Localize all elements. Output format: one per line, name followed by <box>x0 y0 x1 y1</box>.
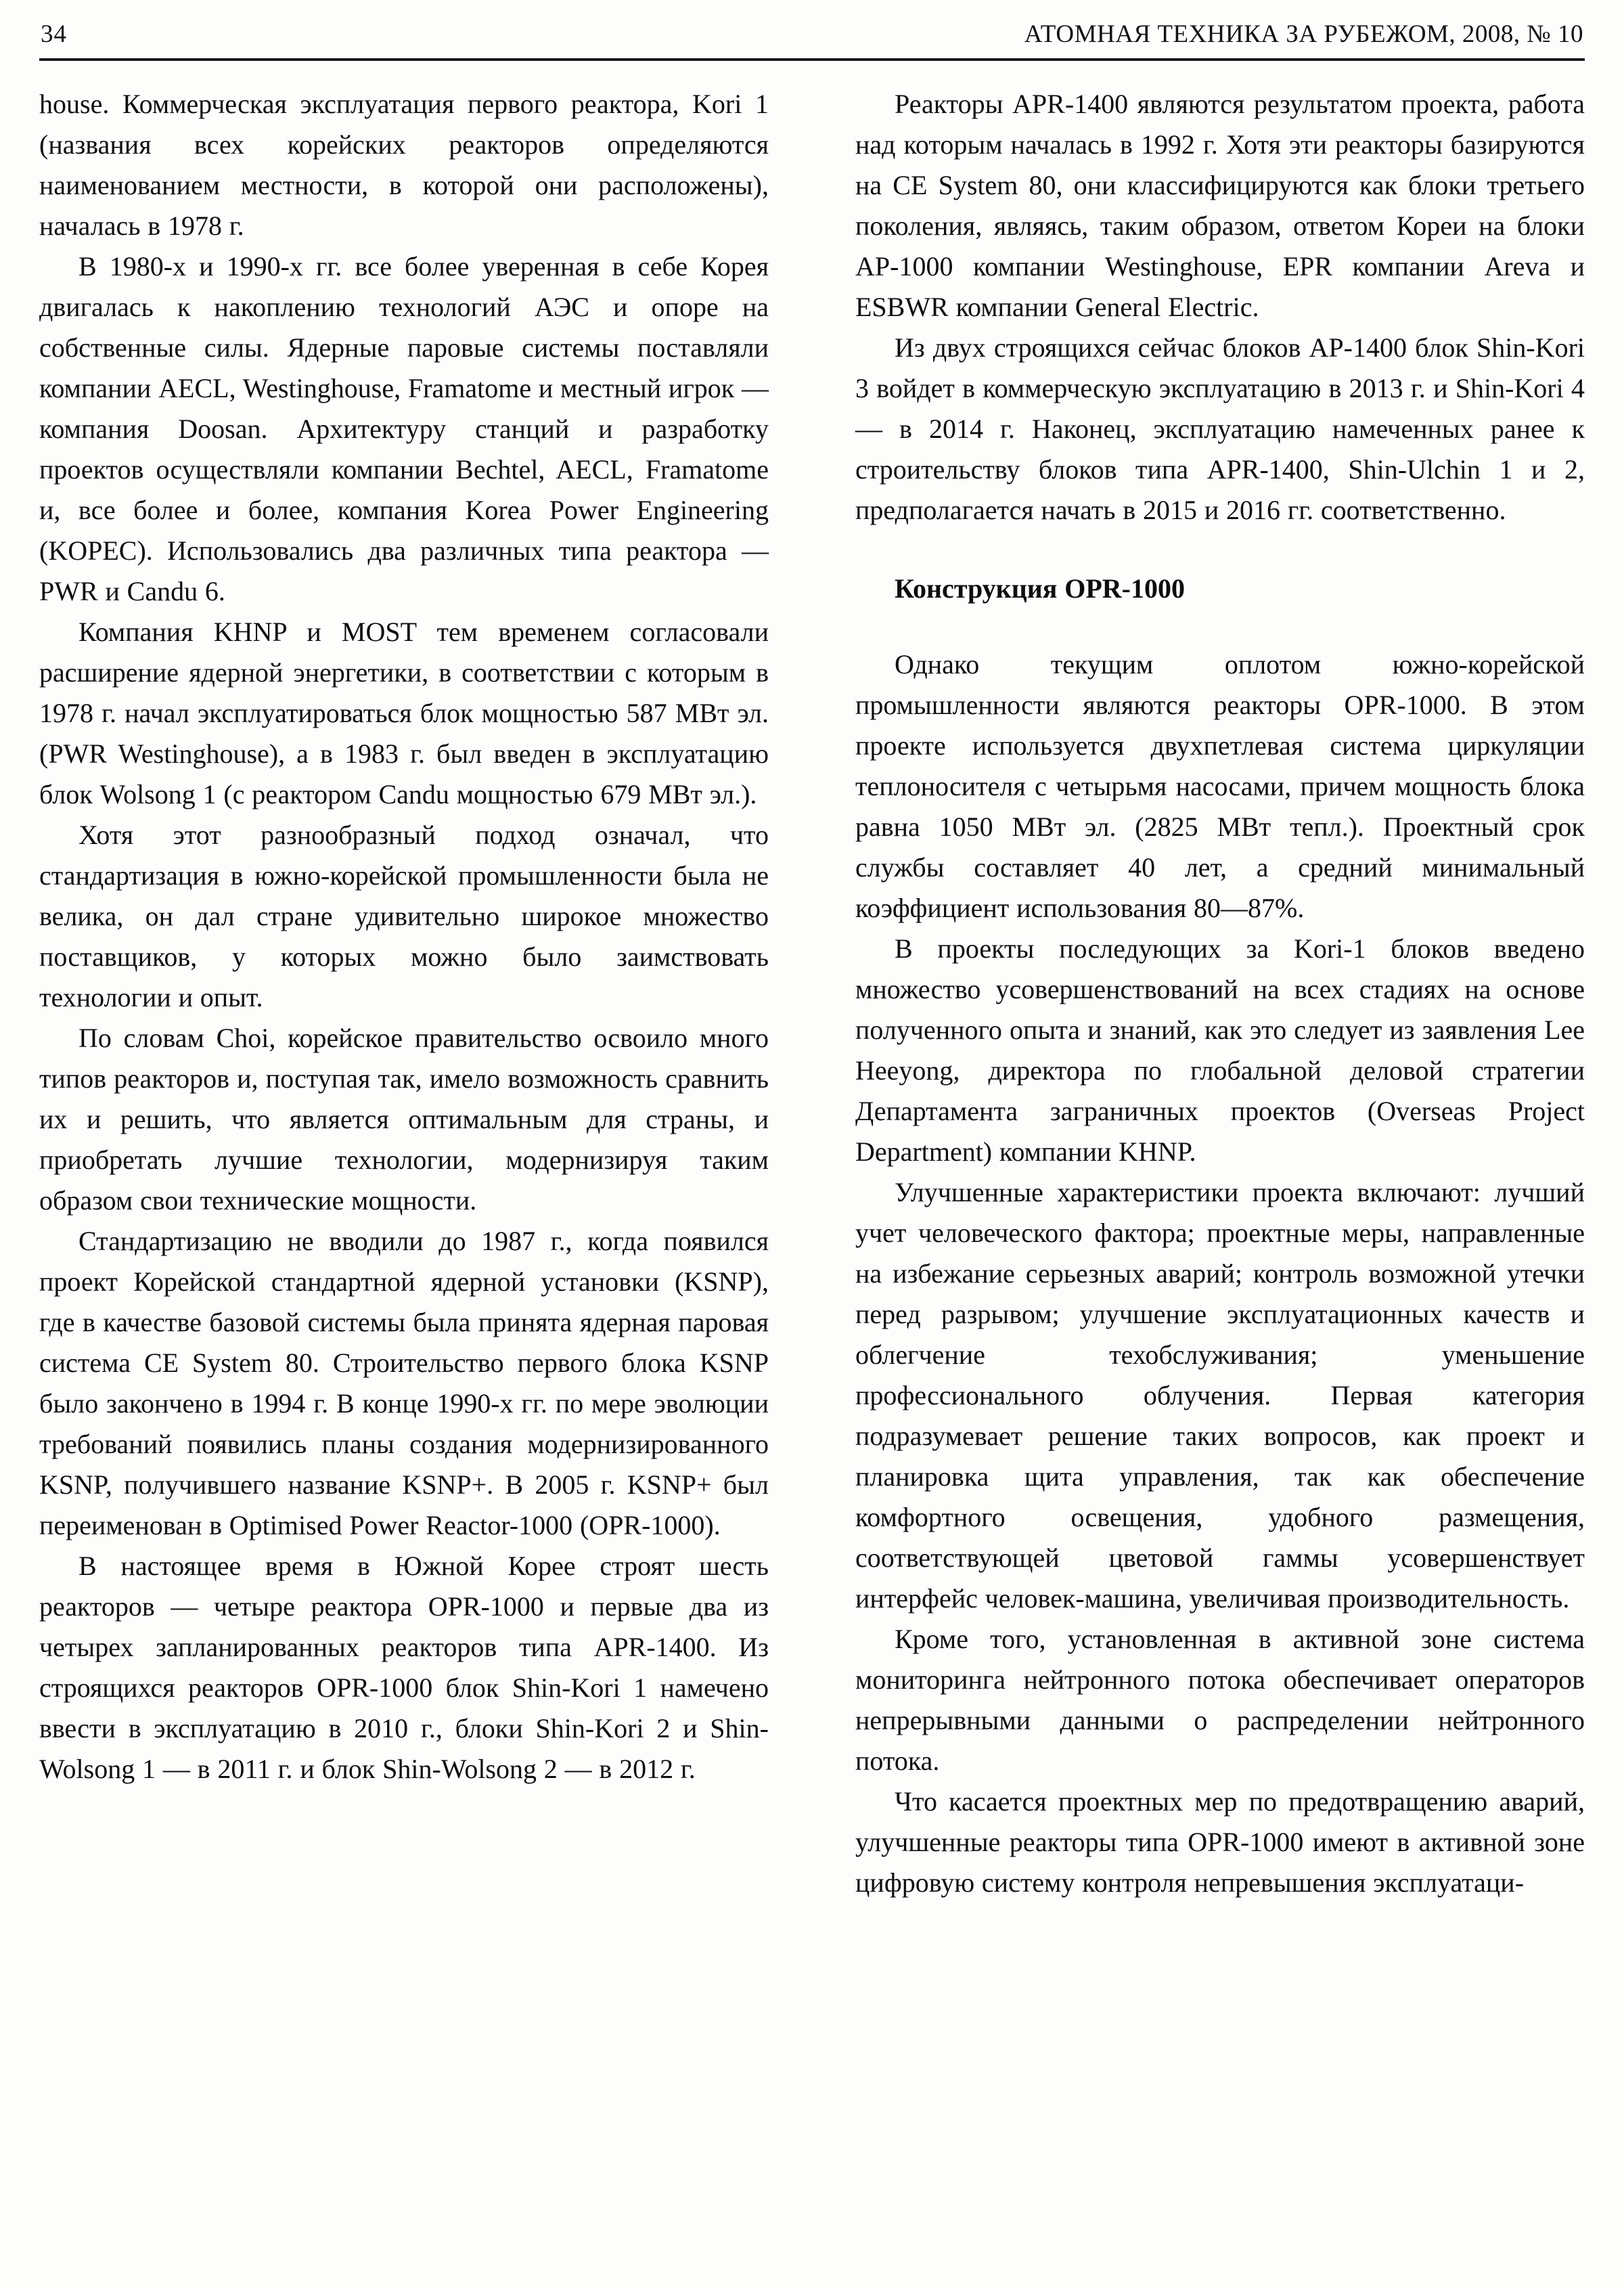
section-heading: Конструкция OPR-1000 <box>895 573 1186 604</box>
paragraph: В проекты последующих за Kori-1 блоков введено множество усовершенствований на всех стадиях на основе полученного опыта и знаний, как это следует из заявления Lee Heeyong, директора по глобальной деловой стратегии Департамента заграничных проектов (Overseas Project Department) компании KHNP. <box>855 933 1585 1167</box>
paragraph: Реакторы APR-1400 являются результатом проекта, работа над которым началась в 1992 г. Хотя эти реакторы базируются на CE System 80, они классифицируются как блоки третьего поколения, являясь, таким образом, ответом Кореи на блоки AP-1000 компании Westinghouse, EPR компании Areva и ESBWR компании General Electric. <box>855 89 1585 322</box>
journal-title: АТОМНАЯ ТЕХНИКА ЗА РУБЕЖОМ, 2008, № 10 <box>1024 20 1583 48</box>
paragraph: Улучшенные характеристики проекта включают: лучший учет человеческого фактора; проектные меры, направленные на избежание серьезных аварий; контроль возможной утечки перед разрывом; улучшение эксплуатационных качеств и облегчение техобслуживания; уменьшение профессионального облучения. Первая категория подразумевает решение таких вопросов, как проект и планировка щита управления, так как обеспечение комфортного освещения, удобного размещения, соответствующей цветовой гаммы усовершенствует интерфейс человек-машина, увеличивая производительность. <box>855 1177 1585 1614</box>
page-number: 34 <box>41 20 67 48</box>
body-columns <box>39 84 1585 1903</box>
paragraph: Стандартизацию не вводили до 1987 г., когда появился проект Корейской стандартной ядерной установки (KSNP), где в качестве базовой системы была принята ядерная паровая система CE System 80. Строительство первого блока KSNP было закончено в 1994 г. В конце 1990-х гг. по мере эволюции требований появились планы создания модернизированного KSNP, получившего название KSNP+. В 2005 г. KSNP+ был переименован в Optimised Power Reactor-1000 (OPR-1000). <box>39 1226 769 1540</box>
header-rule <box>39 58 1585 61</box>
paragraph: В 1980-х и 1990-х гг. все более уверенная в себе Корея двигалась к накоплению технологий АЭС и опоре на собственные силы. Ядерные паровые системы поставляли компании AECL, Westinghouse, Framatome и местный игрок — компания Doosan. Архитектуру станций и разработку проектов осуществляли компании Bechtel, AECL, Framatome и, все более и более, компания Korea Power Engineering (KOPEC). Использовались два различных типа реактора — PWR и Candu 6. <box>39 251 769 606</box>
paragraph: Кроме того, установленная в активной зоне система мониторинга нейтронного потока обеспечивает операторов непрерывными данными о распределении нейтронного потока. <box>855 1624 1585 1776</box>
paragraph: Из двух строящихся сейчас блоков AP-1400 блок Shin-Kori 3 войдет в коммерческую эксплуатацию в 2013 г. и Shin-Kori 4 — в 2014 г. Наконец, эксплуатацию намеченных ранее к строительству блоков типа APR-1400, Shin-Ulchin 1 и 2, предполагается начать в 2015 и 2016 гг. соответственно. <box>855 332 1585 525</box>
paragraph: В настоящее время в Южной Корее строят шесть реакторов — четыре реактора OPR-1000 и первые два из четырех запланированных реакторов типа APR-1400. Из строящихся реакторов OPR-1000 блок Shin-Kori 1 намечено ввести в эксплуатацию в 2010 г., блоки Shin-Kori 2 и Shin-Wolsong 1 — в 2011 г. и блок Shin-Wolsong 2 — в 2012 г. <box>39 1551 769 1784</box>
paragraph: house. Коммерческая эксплуатация первого реактора, Kori 1 (названия всех корейских реакторов определяются наименованием местности, в которой они расположены), началась в 1978 г. <box>39 89 769 241</box>
paragraph: Однако текущим оплотом южно-корейской промышленности являются реакторы OPR-1000. В этом проекте используется двухпетлевая система циркуляции теплоносителя с четырьмя насосами, причем мощность блока равна 1050 МВт эл. (2825 МВт тепл.). Проектный срок службы составляет 40 лет, а средний минимальный коэффициент использования 80—87%. <box>855 649 1585 923</box>
paragraph: Что касается проектных мер по предотвращению аварий, улучшенные реакторы типа OPR-1000 имеют в активной зоне цифровую систему контроля непревышения эксплуатаци- <box>855 1786 1585 1898</box>
page-header <box>39 16 1585 57</box>
left-column <box>39 84 769 1903</box>
right-column <box>855 84 1585 1903</box>
paragraph: Компания KHNP и MOST тем временем согласовали расширение ядерной энергетики, в соответствии с которым в 1978 г. начал эксплуатироваться блок мощностью 587 МВт эл. (PWR Westinghouse), а в 1983 г. был введен в эксплуатацию блок Wolsong 1 (с реактором Candu мощностью 679 МВт эл.). <box>39 617 769 809</box>
paragraph: По словам Choi, корейское правительство освоило много типов реакторов и, поступая так, имело возможность сравнить их и решить, что является оптимальным для страны, и приобретать лучшие технологии, модернизируя таким образом свои технические мощности. <box>39 1023 769 1216</box>
paragraph: Хотя этот разнообразный подход означал, что стандартизация в южно-корейской промышленности была не велика, он дал стране удивительно широкое множество поставщиков, у которых можно было заимствовать технологии и опыт. <box>39 820 769 1013</box>
